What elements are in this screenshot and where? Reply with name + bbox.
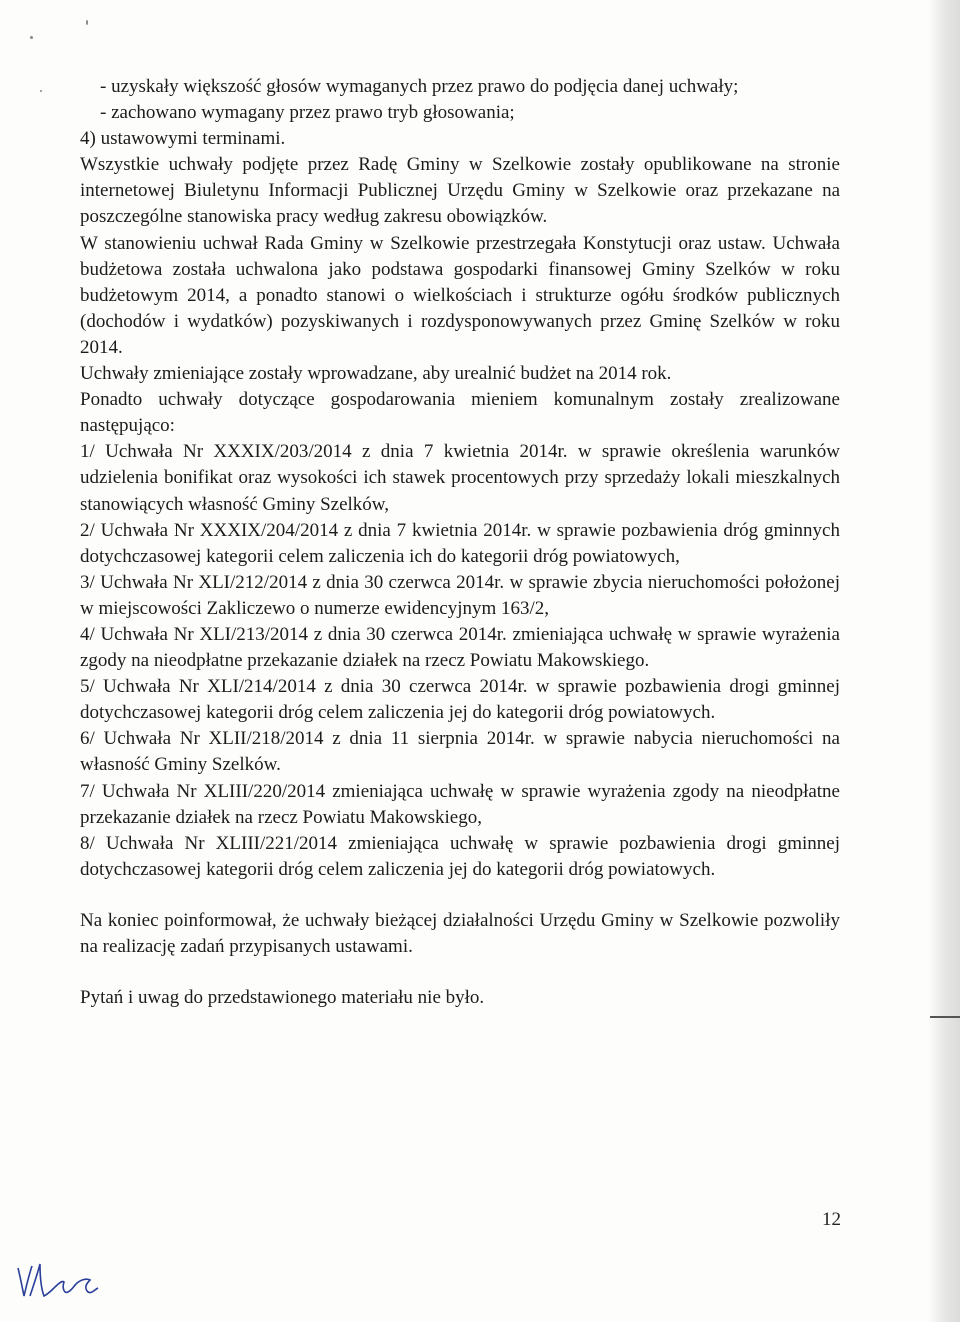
list-item-6: 6/ Uchwała Nr XLII/218/2014 z dnia 11 sierpnia 2014r. w sprawie nabycia nieruchomości na własność Gminy Szelków. <box>80 728 840 776</box>
list-item-5: 5/ Uchwała Nr XLI/214/2014 z dnia 30 czerwca 2014r. w sprawie pozbawienia drogi gminnej dotychczasowej kategorii dróg celem zaliczenia jej do kategorii dróg powiatowych. <box>80 676 840 724</box>
scan-speck <box>86 20 88 25</box>
list-item-7: 7/ Uchwała Nr XLIII/220/2014 zmieniająca uchwałę w sprawie wyrażenia zgody na nieodpłatne przekazanie działek na rzecz Powiatu Makowskiego, <box>80 780 840 828</box>
scan-edge-mark <box>930 1016 960 1018</box>
paragraph-3: 4) ustawowymi terminami. <box>80 128 286 150</box>
paragraph-4: Wszystkie uchwały podjęte przez Radę Gminy w Szelkowie zostały opublikowane na stronie internetowej Biuletynu Informacji Publicznej Urzędu Gminy w Szelkowie oraz przekazane na poszczególne stanowiska pracy według zakresu obowiązków. <box>80 154 840 228</box>
final-note: Pytań i uwag do przedstawionego materiału nie było. <box>80 987 485 1009</box>
list-item-8: 8/ Uchwała Nr XLIII/221/2014 zmieniająca uchwałę w sprawie pozbawienia drogi gminnej dotychczasowej kategorii dróg celem zaliczenia jej do kategorii dróg powiatowych. <box>80 832 840 880</box>
closing-paragraph: Na koniec poinformował, że uchwały bieżącej działalności Urzędu Gminy w Szelkowie pozwoliły na realizację zadań przypisanych ustawami. <box>80 909 840 957</box>
paragraph-7: Ponadto uchwały dotyczące gospodarowania mieniem komunalnym zostały zrealizowane następująco: <box>80 389 840 437</box>
list-item-1: 1/ Uchwała Nr XXXIX/203/2014 z dnia 7 kwietnia 2014r. w sprawie określenia warunków udzielenia bonifikat oraz wysokości ich stawek procentowych przy sprzedaży lokali mieszkalnych stanowiących własność Gminy Szelków, <box>80 441 840 515</box>
scan-edge-shadow <box>928 0 960 1322</box>
list-item-3: 3/ Uchwała Nr XLI/212/2014 z dnia 30 czerwca 2014r. w sprawie zbycia nieruchomości położonej w miejscowości Zakliczewo o numerze ewidencyjnym 163/2, <box>80 571 840 619</box>
paragraph-1: - uzyskały większość głosów wymaganych przez prawo do podjęcia danej uchwały; <box>100 76 739 97</box>
paragraph-2: - zachowano wymagany przez prawo tryb głosowania; <box>100 102 515 124</box>
paragraph-6: Uchwały zmieniające zostały wprowadzane, aby urealnić budżet na 2014 rok. <box>80 363 672 385</box>
handwritten-signature-initials <box>14 1258 104 1302</box>
page-number: 12 <box>822 1209 841 1230</box>
paragraph-5: W stanowieniu uchwał Rada Gminy w Szelkowie przestrzegała Konstytucji oraz ustaw. Uchwała budżetowa została uchwalona jako podstawa gospodarki finansowej Gminy Szelków w roku budżetowym 2014, a ponadto stanowi o wielkościach i strukturze ogółu środków publicznych (dochodów i wydatków) pozyskiwanych i rozdysponowywanych przez Gminę Szelków w roku 2014. <box>80 232 840 358</box>
document-body <box>80 74 840 1011</box>
scan-speck <box>40 90 42 92</box>
list-item-4: 4/ Uchwała Nr XLI/213/2014 z dnia 30 czerwca 2014r. zmieniająca uchwałę w sprawie wyrażenia zgody na nieodpłatne przekazanie działek na rzecz Powiatu Makowskiego. <box>80 623 840 672</box>
list-item-2: 2/ Uchwała Nr XXXIX/204/2014 z dnia 7 kwietnia 2014r. w sprawie pozbawienia dróg gminnych dotychczasowej kategorii celem zaliczenia ich do kategorii dróg powiatowych, <box>80 519 840 567</box>
scan-speck <box>30 36 33 39</box>
